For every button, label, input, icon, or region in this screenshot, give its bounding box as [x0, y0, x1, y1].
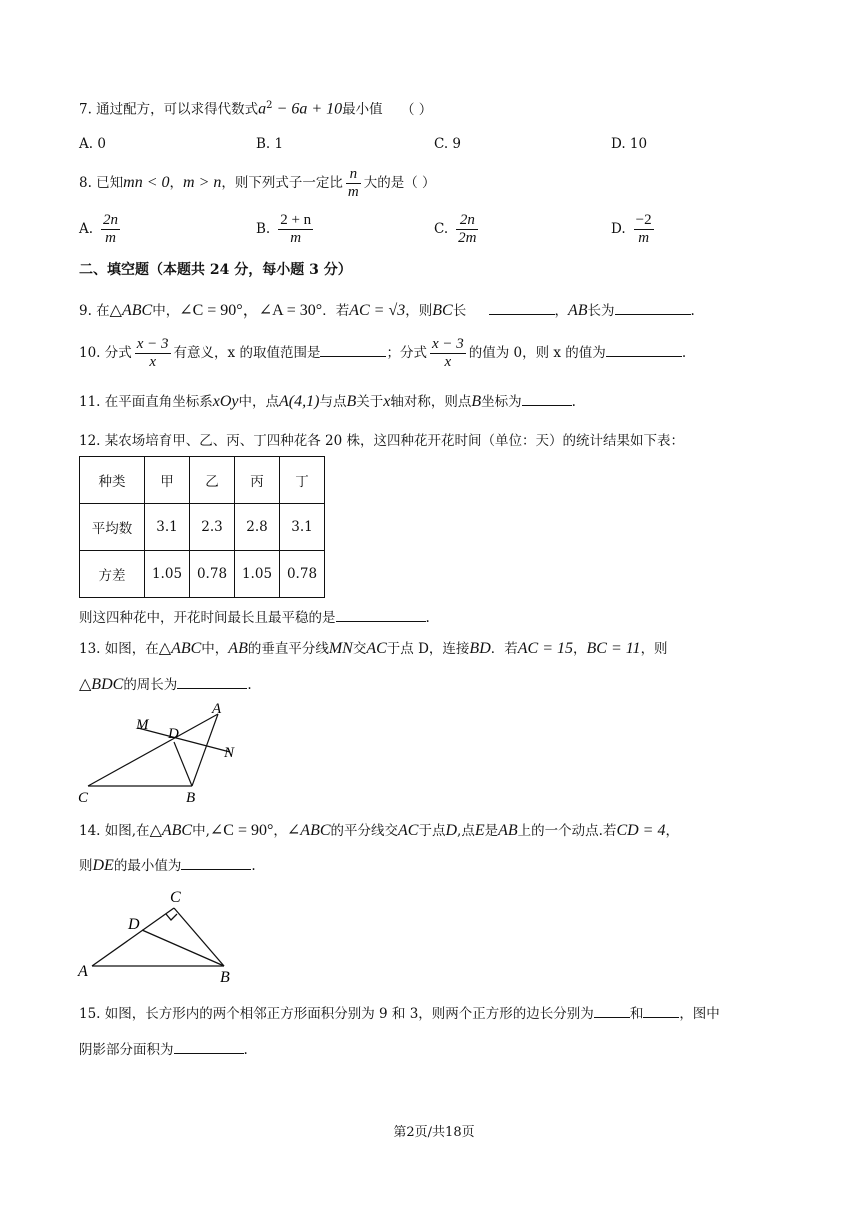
q14-yudian: 于点 — [418, 823, 446, 839]
q7-stem — [79, 96, 432, 120]
q8-option-d-num: −2 — [635, 212, 652, 228]
table-cell: 乙 — [190, 457, 235, 504]
table-cell: 丙 — [235, 457, 280, 504]
q14-ac: AC — [398, 822, 419, 839]
q14-figure — [70, 880, 250, 990]
q9-bc: BC — [432, 302, 453, 319]
q9-prefix: 9. 在 — [79, 303, 110, 319]
q14-moving-point: 上的一个动点.若 — [517, 823, 617, 839]
q11-x-axis: x — [383, 393, 391, 410]
q8-option-d — [611, 212, 657, 247]
q14-e: E — [474, 822, 485, 839]
q9-stem — [79, 300, 695, 321]
q8-option-b-den: m — [290, 230, 302, 246]
q9-ze: ，则 — [405, 303, 433, 319]
q11-zhong: 中，点 — [238, 394, 280, 410]
q7-expression: − 6a + 10 — [272, 100, 343, 118]
q13-triangle-bdc: △BDC — [79, 676, 124, 693]
q7-exponent: 2 — [266, 100, 273, 111]
q8-fraction — [346, 166, 361, 201]
q8-condition-2: m > n — [183, 174, 222, 191]
q8-prefix: 8. 已知 — [79, 175, 124, 191]
q9-triangle: △ABC — [109, 302, 153, 319]
page-footer: 第2页/共18页 — [393, 1125, 475, 1140]
q8-option-d-den: m — [638, 230, 650, 246]
q7-var-a: a — [258, 100, 267, 118]
q11-blank[interactable] — [522, 391, 572, 406]
q14-comma-2: ， — [665, 823, 679, 839]
q14-angle-abc: ∠ABC — [286, 822, 331, 839]
q14-comma: ， — [273, 823, 287, 839]
q14-angle-c: ∠C = 90° — [209, 822, 274, 839]
q12-table — [79, 456, 325, 598]
table-cell: 方差 — [80, 551, 145, 598]
q14-period: . — [251, 858, 256, 874]
q8-condition-1: mn < 0 — [123, 174, 170, 191]
q15-blank-1[interactable] — [594, 1003, 630, 1018]
table-cell: 3.1 — [280, 504, 325, 551]
q14-blank[interactable] — [181, 855, 251, 870]
q9-chang: 长 — [452, 303, 467, 319]
q14-triangle: △ABC — [149, 822, 193, 839]
table-cell: 2.8 — [235, 504, 280, 551]
q13-triangle: △ABC — [158, 640, 202, 657]
q10-frac-den: x — [149, 354, 156, 370]
q14-label-b: B — [220, 969, 230, 986]
q10-frac-num: x − 3 — [136, 336, 169, 352]
q15-stem-2 — [79, 1039, 248, 1060]
q8-option-b — [256, 212, 316, 247]
q14-label-c: C — [170, 889, 181, 906]
q13-ze: ，则 — [640, 641, 668, 657]
q14-right-angle-mark — [166, 914, 177, 920]
q13-bisector: 的垂直平分线 — [247, 641, 329, 657]
q14-stem — [79, 821, 679, 841]
q8-option-d-label: D. — [611, 221, 626, 237]
table-cell: 0.78 — [190, 551, 235, 598]
q14-de: DE — [92, 857, 114, 874]
q8-mid: ，则下列式子一定比 — [221, 175, 343, 191]
q15-line2: 阴影部分面积为 — [79, 1042, 174, 1058]
q15-blank-2[interactable] — [643, 1003, 679, 1018]
q13-comma: ， — [573, 641, 587, 657]
q14-stem-2 — [79, 855, 256, 876]
q15-blank-3[interactable] — [174, 1039, 244, 1054]
q14-ze: 则 — [79, 858, 93, 874]
table-row — [80, 551, 325, 598]
table-cell: 平均数 — [80, 504, 145, 551]
q13-ruo: ．若 — [490, 641, 518, 657]
q13-ac: AC — [366, 640, 387, 657]
q13-bd: BD — [469, 640, 491, 657]
q14-d: D — [445, 822, 458, 839]
q10-stem — [79, 333, 686, 373]
q8-frac-den: m — [347, 184, 359, 200]
q14-cd-value: CD = 4 — [616, 822, 666, 839]
q13-ab: AB — [228, 640, 248, 657]
q8-option-c — [434, 212, 481, 247]
q8-option-c-label: C. — [434, 221, 449, 237]
q8-option-c-num: 2n — [456, 212, 478, 230]
table-cell: 2.3 — [190, 504, 235, 551]
q10-prefix: 10. 分式 — [79, 345, 132, 361]
q10-blank-1[interactable] — [320, 342, 386, 357]
q13-blank[interactable] — [177, 674, 247, 689]
q10-period: . — [681, 345, 687, 361]
q13-prefix: 13. 如图，在 — [79, 641, 159, 657]
q13-segment-bd — [174, 742, 192, 786]
q8-option-a-label: A. — [79, 221, 94, 237]
q9-ab: AB — [568, 302, 588, 319]
q13-ac-value: AC = 15 — [517, 640, 573, 657]
q13-figure — [70, 700, 250, 810]
q13-line-mn — [138, 728, 230, 752]
q11-stem — [79, 391, 576, 412]
q13-perimeter: 的周长为 — [123, 677, 178, 693]
q9-period: . — [690, 303, 695, 319]
q11-period: . — [571, 394, 576, 410]
q11-point-b-2: B — [471, 393, 482, 410]
q13-stem — [79, 639, 668, 659]
q13-side-ab — [192, 714, 218, 786]
q11-point-a: A(4,1) — [279, 393, 320, 410]
q9-angles: ∠C = 90°，∠A = 30° — [179, 302, 323, 319]
q14-ab: AB — [498, 822, 518, 839]
q13-side-ca — [88, 714, 218, 786]
q8-sep: ， — [169, 175, 184, 191]
q11-coord-system: xOy — [212, 393, 239, 410]
q13-label-d: D — [168, 726, 179, 742]
q7-option-a: A. 0 — [79, 136, 106, 152]
q13-jiao: 交 — [352, 641, 367, 657]
q11-guanyu: 关于 — [356, 394, 384, 410]
q9-comma: ， — [554, 303, 568, 319]
q14-shi: 是 — [484, 823, 499, 839]
table-row — [80, 457, 325, 504]
q13-label-n: N — [224, 745, 235, 761]
table-cell: 丁 — [280, 457, 325, 504]
q10-frac-num-2: x − 3 — [431, 336, 464, 352]
q9-changwei: 长为 — [587, 303, 615, 319]
q9-blank-1[interactable] — [489, 300, 555, 315]
table-cell: 甲 — [145, 457, 190, 504]
q8-option-a-den: m — [105, 230, 116, 246]
q14-segment-bd — [142, 930, 224, 966]
q7-option-c: C. 9 — [434, 136, 462, 152]
q7-option-b: B. 1 — [256, 136, 284, 152]
q8-option-a-num: 2n — [103, 212, 119, 228]
q9-ac-value: AC = √3 — [349, 302, 406, 319]
q13-period: . — [247, 677, 252, 693]
q14-label-d: D — [128, 916, 140, 933]
table-cell: 种类 — [80, 457, 145, 504]
q10-frac-den-2: x — [444, 354, 452, 370]
q12-stem: 12. 某农场培育甲、乙、丙、丁四种花各 20 株，这四种花开花时间（单位：天）的统计结果如下表： — [79, 433, 685, 449]
q8-stem — [79, 165, 436, 201]
q13-stem-2 — [79, 674, 252, 695]
q15-and: 和 — [629, 1006, 644, 1022]
q8-tail: 大的是（ ） — [363, 175, 436, 191]
q9-blank-2[interactable] — [615, 300, 691, 315]
q14-prefix: 14. 如图,在 — [79, 823, 150, 839]
table-row — [80, 504, 325, 551]
q14-zhong: 中, — [192, 823, 210, 839]
q8-frac-num: n — [346, 166, 361, 184]
q12-period: . — [425, 610, 430, 626]
q15-tail: ，图中 — [679, 1006, 720, 1022]
q8-option-a — [79, 212, 123, 247]
q9-ruo: ．若 — [322, 303, 350, 319]
q9-zhong: 中， — [152, 303, 180, 319]
q13-zhong: 中， — [201, 641, 229, 657]
q13-text-i: 于点 D，连接 — [386, 641, 470, 657]
q13-label-b: B — [186, 790, 196, 806]
q12-after: 则这四种花中，开花时间最长且最平稳的是 — [79, 610, 336, 626]
table-cell: 0.78 — [280, 551, 325, 598]
section-heading: 二、填空题（本题共 24 分，每小题 3 分） — [79, 262, 352, 278]
q8-option-c-den: 2m — [458, 230, 477, 246]
q11-prefix: 11. 在平面直角坐标系 — [79, 394, 213, 410]
table-cell: 1.05 — [235, 551, 280, 598]
q12-question — [79, 607, 430, 628]
q15-stem — [79, 1003, 720, 1024]
q10-text-c: ；分式 — [386, 345, 427, 361]
q7-prefix: 7. 通过配方，可以求得代数式 — [79, 101, 259, 118]
q8-option-b-num: 2 + n — [280, 212, 312, 228]
q7-option-d: D. 10 — [611, 136, 648, 152]
q14-label-a: A — [78, 963, 88, 980]
q10-text-d: 的值为 0，则 x 的值为 — [468, 345, 606, 361]
q10-blank-2[interactable] — [606, 342, 682, 357]
q14-min: 的最小值为 — [113, 858, 182, 874]
q11-yudian: 与点 — [319, 394, 347, 410]
q13-bc-value: BC = 11 — [586, 640, 641, 657]
q15-period: . — [243, 1042, 248, 1058]
table-cell: 1.05 — [145, 551, 190, 598]
q14-dian: ,点 — [457, 823, 475, 839]
q7-tail: 最小值 — [342, 101, 383, 118]
table-cell: 3.1 — [145, 504, 190, 551]
q13-label-m: M — [136, 717, 149, 733]
q13-label-c: C — [78, 790, 89, 806]
q11-point-b: B — [346, 393, 357, 410]
q13-label-a: A — [212, 701, 222, 717]
q14-bisector: 的平分线交 — [330, 823, 399, 839]
q11-text-i: 轴对称，则点 — [390, 394, 472, 410]
q7-answer-paren: （ ） — [400, 101, 433, 118]
q14-side-cb — [174, 908, 224, 966]
q11-zuobiaowei: 坐标为 — [481, 394, 522, 410]
q13-mn: MN — [328, 640, 353, 657]
q12-blank[interactable] — [336, 607, 426, 622]
q8-option-b-label: B. — [256, 221, 271, 237]
q15-line1: 15. 如图，长方形内的两个相邻正方形面积分别为 9 和 3，则两个正方形的边长分别为 — [79, 1006, 594, 1022]
q10-text-b: 有意义，x 的取值范围是 — [173, 345, 321, 361]
